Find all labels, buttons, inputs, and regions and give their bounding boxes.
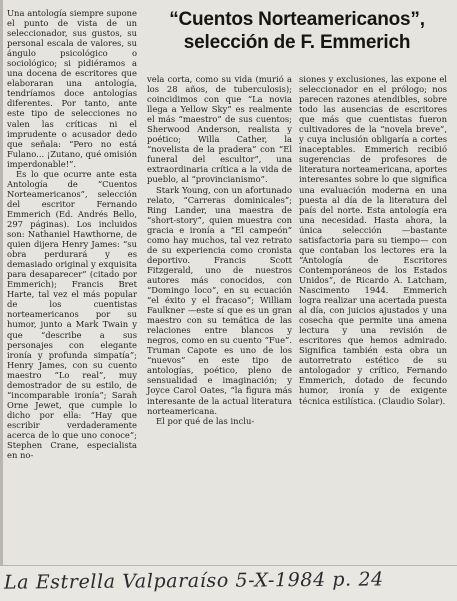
- column-1-paragraph-2: Es lo que ocurre ante esta Antología de “Cuentos Norteamericanos”, selección del escritor Fernando Emmerich (Ed. Andrés Bello, 297 páginas). Los incluidos son: Nathaniel Hawthorne, de quien dijera Henry James: “su obra perdurará y es demasiado original y exquisita para desaparecer” (citado por Emmerich); Francis Bret Harte, tal vez el más popular de los cuentistas norteamericanos por su humor, junto a Mark Twain y que “describe a sus personajes con elegante ironía y profunda simpatía”; Henry James, con su cuento maestro “Lo real”, muy demostrador de su estilo, de “incomparable ironía”; Sarah Orne Jewet, que cumple lo dicho por ella: “Hay que escribir verdaderamente acerca de lo que uno conoce”; Stephen Crane, especialista en no-: [7, 168, 137, 461]
- article-headline: [147, 8, 447, 54]
- headline-line-2: selección de F. Emmerich: [183, 32, 411, 53]
- column-2-paragraph-3: El por qué de las inclu-: [156, 415, 255, 426]
- clipping-edge: [0, 0, 3, 565]
- column-3-paragraph-1: siones y exclusiones, las expone el seleccionador en el prólogo; nos parecen razones atendibles, sobre todo las ausencias de escritores que más que cuentistas fueron cultivadores de la “novela breve”, y cuya inclusión obligaría a cortes inaceptables. Emmerich recibió sugerencias de profesores de literatura norteamericana, aportes interesantes sobre lo que significa una evaluación moderna en una puesta al día de la literatura del país del norte. Esta antología era una necesidad. Hasta ahora, la única selección —bastante satisfactoria para su tiempo— con que contaban los lectores era la “Antología de Escritores Contemporáneos de los Estados Unidos”, de Ricardo A. Latcham, Nascimento 1944. Emmerich logra realizar una acertada puesta al día, con juicios ajustados y una cosecha que permite una amena lectura y una revisión de escritores que hemos admirado. Significa también esta obra un autorretrato estético de su antologador y crítico, Fernando Emmerich, dotado de fecundo humor, ironía y de exigente técnica estilística. (Claudio Solar).: [299, 74, 447, 406]
- handwritten-source-note: La Estrella Valparaíso 5-X-1984 p. 24: [3, 568, 384, 594]
- column-2-paragraph-1: vela corta, como su vida (murió a los 28 años, de tuberculosis); coincidimos con que “La novia llega a Yellow Sky” es realmente el más “maestro” de sus cuentos; Sherwood Anderson, realista y poético; Willa Cather, la “novelista de la pradera” con “El funeral del escultor”, una extraordinaria crítica a la vida de pueblo, al “provincianismo”.: [147, 74, 292, 185]
- article-column-2: [147, 74, 292, 426]
- clipping-footer: [0, 565, 457, 601]
- column-1-paragraph-1: Una antología siempre supone el punto de vista de un seleccionador, sus gustos, su personal escala de valores, su ángulo psicológico o sociológico; si pidiéramos a una docena de escritores que elaboraran una antología, tendríamos doce antologías diferentes. Por tanto, ante este tipo de selecciones no valen las críticas ni el imprudente o acusador dedo que señala: “Pero no está Fulano... ¡Zutano, qué omisión imperdonable!”.: [7, 8, 137, 169]
- article-main-block: [147, 8, 447, 426]
- article-column-1: [7, 8, 137, 460]
- column-2-paragraph-2: Stark Young, con un afortunado relato, “Carreras dominicales”; Ring Lander, una maestra de “short-story”, quien muestra con gracia e ironía a “El campeón” como hay muchos, tal vez retrato de su experiencia como cronista deportivo. Francis Scott Fitzgerald, uno de nuestros autores más conocidos, con “Domingo loco”, en su ecuación “el éxito y el fracaso”; William Faulkner —este sí que es un gran maestro con su temática de las relaciones entre blancos y negros, como en su cuento “Fue”. Truman Capote es uno de los “nuevos” en este tipo de antologías, poético, pleno de sensualidad e imaginación; y Joyce Carol Oates, “la figura más interesante de la actual literatura norteamericana.: [147, 184, 292, 416]
- headline-line-1: “Cuentos Norteamericanos”,: [169, 9, 425, 30]
- article-column-3: [299, 74, 447, 406]
